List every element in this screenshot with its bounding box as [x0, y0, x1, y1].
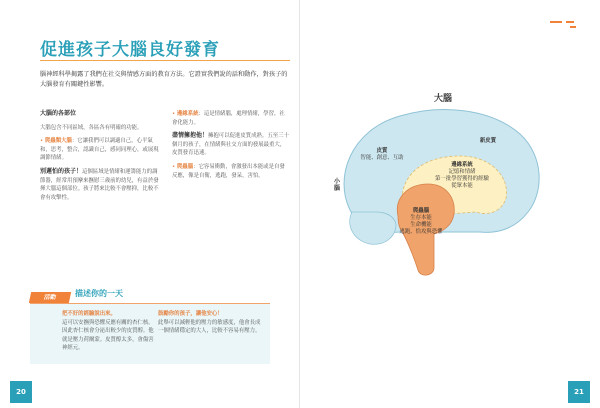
child-paragraph: 別遲怕的孩子！這個區域是情緒和運籌能力的調節器，經常用預摩來撫慰三歲前的幼兒，有益於發揮大腦這個部位。孩子將來比較不會壓抑，比較不會有攻擊性。: [40, 167, 159, 201]
activity-tag: 活動: [29, 292, 71, 303]
intro-paragraph: 腦神經科學揭露了我們在社交與情感方面的教育方法。它證實我們說的話和動作，對孩子的大腦發育有關鍵性影響。: [40, 71, 288, 88]
page-title: 促進孩子大腦良好發育: [40, 40, 220, 60]
page-number-right: 21: [568, 381, 590, 403]
activity-left-text: 這可以安撫與恐懼反應有關的杏仁核。因此杏仁核會分泌出較少的皮質醇。他就是壓力荷爾蒙。皮質醇太多，會傷害神經元。: [62, 319, 154, 352]
cerebellum-label: 小腦: [334, 178, 341, 192]
right-text-column: [172, 110, 290, 185]
decorative-accent-icon: [548, 20, 578, 32]
brainstem-paragraph: • 爬蟲腦：它容易衝動，會激發出本能或是自發反應，像是自衛，逃跑，發呆，害怕。: [172, 163, 285, 179]
reptile-label: 爬蟲腦 生存本能 生命機能 逃跑、恰攻與恐懼: [399, 208, 443, 235]
brain-diagram: [320, 100, 550, 280]
activity-left-column: [62, 310, 154, 353]
left-text-column: [40, 110, 162, 207]
cerebellum-region: [350, 212, 396, 244]
title-divider: [40, 60, 290, 61]
hug-paragraph: 盡情擁抱他！擁抱可以促進皮質成熟。五至三十個月的孩子，在情緒與社交方面的發展最重大，皮質發育迅速。: [172, 132, 289, 157]
limbic-label: 邊緣系統 記憶和情緒 第一批學習獲得的經驗 從眾本能: [435, 162, 489, 189]
page-gutter: [299, 0, 300, 408]
activity-right-column: [158, 310, 262, 336]
brain-parts-heading: 大腦的各部位: [40, 110, 77, 117]
cortex-label: 皮質 智能、創意、互助: [360, 148, 404, 161]
reptile-paragraph: • 爬蟲類大腦：它讓我們可以調適自己，心平氣和，思考，整合，認識自己，感同同理心，或展現調節情緒。: [40, 138, 159, 162]
limbic-paragraph: • 邊緣系統：這是情緒腦，處理情緒，學習，社會化能力。: [172, 111, 285, 126]
page-number-left: 20: [10, 381, 32, 403]
activity-title: 描述你的一天: [75, 289, 123, 298]
activity-right-subheading: 鼓勵你的孩子，讓他安心！: [158, 311, 223, 317]
neocortex-label: 新皮質: [479, 138, 497, 144]
activity-right-text: 此舉可以減輕他的壓力的敏感度，他會長成一個情緒穩定的大人，比較不容易有壓力。: [158, 319, 261, 335]
activity-left-subheading: 把不好的經驗說出來。: [62, 311, 116, 317]
brain-parts-paragraph: 大腦包含不同區域，各區各有明確的功能。: [40, 124, 143, 131]
diagram-title: 大腦: [434, 94, 453, 104]
